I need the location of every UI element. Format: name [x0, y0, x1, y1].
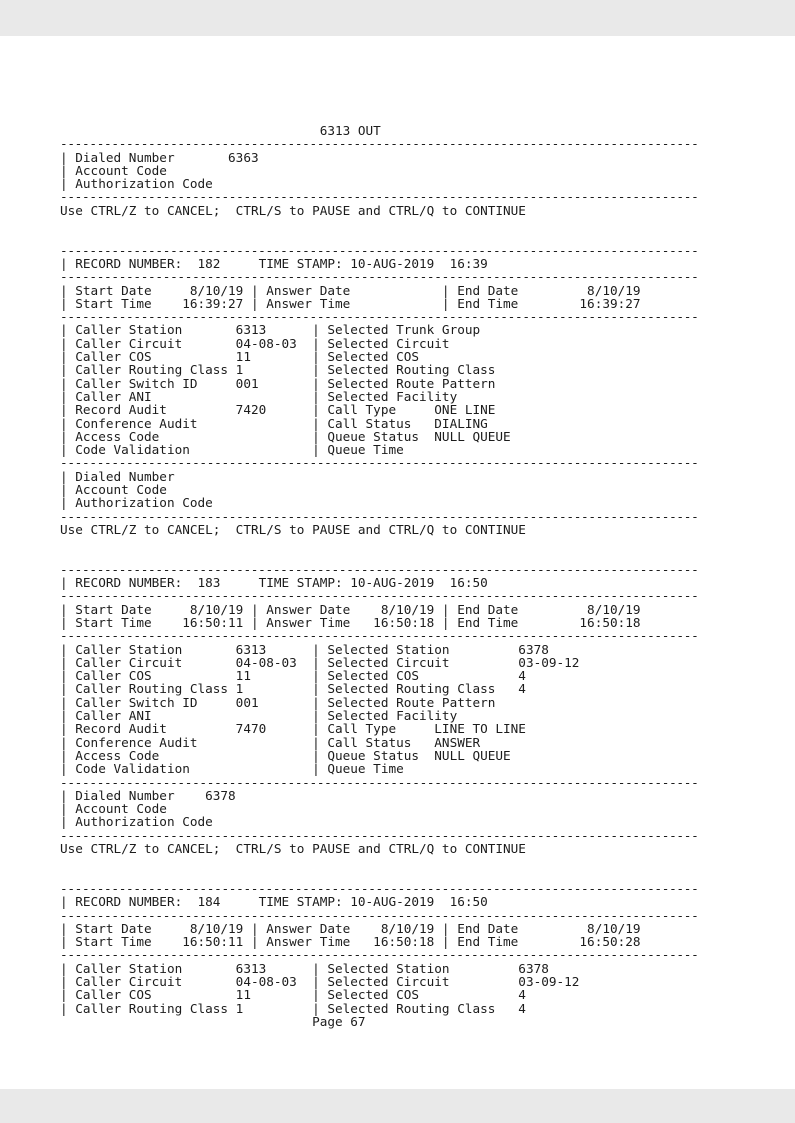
blank-line — [60, 855, 700, 882]
field-line: | Caller Routing Class 1 | Selected Routing Class — [60, 362, 519, 378]
cancel-instruction: Use CTRL/Z to CANCEL; CTRL/S to PAUSE and CTRL/Q to CONTINUE — [60, 841, 526, 857]
field-line: | Caller ANI | Selected Facility — [60, 708, 519, 724]
field-line: | Caller COS 11 | Selected COS 4 — [60, 668, 526, 684]
field-line: | Caller COS 11 | Selected COS — [60, 349, 519, 365]
field-line: | Conference Audit | Call Status DIALING — [60, 415, 488, 431]
separator-line — [60, 270, 700, 283]
separator-line — [60, 456, 700, 469]
field-line: | Caller ANI | Selected Facility — [60, 388, 519, 404]
report-title: 6313 OUT — [60, 123, 381, 138]
field-line: | Conference Audit | Call Status ANSWER — [60, 734, 481, 750]
separator-line — [60, 563, 700, 576]
field-line: | Caller COS 11 | Selected COS 4 — [60, 987, 526, 1003]
cancel-instruction: Use CTRL/Z to CANCEL; CTRL/S to PAUSE and CTRL/Q to CONTINUE — [60, 202, 526, 218]
start-time-line: | Start Time 16:50:11 | Answer Time 16:50:18 | End Time 16:50:28 — [60, 934, 641, 950]
cancel-instruction: Use CTRL/Z to CANCEL; CTRL/S to PAUSE and CTRL/Q to CONTINUE — [60, 521, 526, 537]
separator-line — [60, 190, 700, 203]
dialed-number-line: | Dialed Number — [60, 468, 206, 484]
field-line: | Record Audit 7420 | Call Type ONE LINE — [60, 402, 496, 418]
scan-border-top — [0, 0, 795, 36]
field-line: | Caller Switch ID 001 | Selected Route Pattern — [60, 375, 519, 391]
field-line: | Access Code | Queue Status NULL QUEUE — [60, 747, 511, 763]
field-line: | Code Validation | Queue Time — [60, 761, 435, 777]
field-line: | Caller Station 6313 | Selected Station 6378 — [60, 641, 549, 657]
field-line: | Caller Station 6313 | Selected Trunk Group — [60, 322, 519, 338]
authorization-code-line: | Authorization Code — [60, 176, 213, 192]
start-date-line: | Start Date 8/10/19 | Answer Date | End Date 8/10/19 — [60, 282, 641, 298]
authorization-code-line: | Authorization Code — [60, 814, 213, 830]
start-time-line: | Start Time 16:39:27 | Answer Time | End Time 16:39:27 — [60, 295, 641, 311]
field-line: | Caller Routing Class 1 | Selected Routing Class 4 — [60, 1000, 526, 1016]
field-line: | Caller Circuit 04-08-03 | Selected Circuit 03-09-12 — [60, 654, 580, 670]
separator-line — [60, 244, 700, 257]
separator-line — [60, 882, 700, 895]
field-line: | Caller Switch ID 001 | Selected Route Pattern — [60, 694, 519, 710]
account-code-line: | Account Code — [60, 162, 167, 178]
separator-line — [60, 310, 700, 323]
field-line: | Code Validation | Queue Time — [60, 442, 435, 458]
field-line: | Caller Circuit 04-08-03 | Selected Circuit 03-09-12 — [60, 974, 580, 989]
separator-line — [60, 137, 700, 150]
account-code-line: | Account Code — [60, 482, 167, 498]
field-line: | Caller Circuit 04-08-03 | Selected Circuit — [60, 335, 519, 351]
separator-line — [60, 629, 700, 642]
separator-line — [60, 829, 700, 842]
dialed-number-line: | Dialed Number 6363 — [60, 149, 259, 165]
page-number: Page 67 — [60, 1013, 366, 1029]
separator-line — [60, 909, 700, 922]
dialed-number-line: | Dialed Number 6378 — [60, 787, 236, 803]
blank-line — [60, 536, 700, 563]
authorization-code-line: | Authorization Code — [60, 495, 213, 511]
separator-line — [60, 776, 700, 789]
blank-line — [60, 217, 700, 244]
field-line: | Caller Station 6313 | Selected Station 6378 — [60, 960, 549, 976]
separator-line — [60, 948, 700, 961]
field-line: | Caller Routing Class 1 | Selected Routing Class 4 — [60, 681, 526, 697]
record-header: | RECORD NUMBER: 184 TIME STAMP: 10-AUG-2019 16:50 — [60, 894, 488, 910]
field-line: | Record Audit 7470 | Call Type LINE TO LINE — [60, 721, 526, 737]
start-date-line: | Start Date 8/10/19 | Answer Date 8/10/19 | End Date 8/10/19 — [60, 920, 641, 936]
printout-page — [60, 124, 700, 1028]
separator-line — [60, 589, 700, 602]
start-date-line: | Start Date 8/10/19 | Answer Date 8/10/19 | End Date 8/10/19 — [60, 601, 641, 617]
record-header: | RECORD NUMBER: 182 TIME STAMP: 10-AUG-2019 16:39 — [60, 255, 488, 271]
start-time-line: | Start Time 16:50:11 | Answer Time 16:50:18 | End Time 16:50:18 — [60, 614, 641, 630]
scan-border-bottom — [0, 1089, 795, 1123]
record-header: | RECORD NUMBER: 183 TIME STAMP: 10-AUG-2019 16:50 — [60, 575, 488, 591]
account-code-line: | Account Code — [60, 801, 167, 817]
separator-line — [60, 510, 700, 523]
field-line: | Access Code | Queue Status NULL QUEUE — [60, 428, 511, 444]
